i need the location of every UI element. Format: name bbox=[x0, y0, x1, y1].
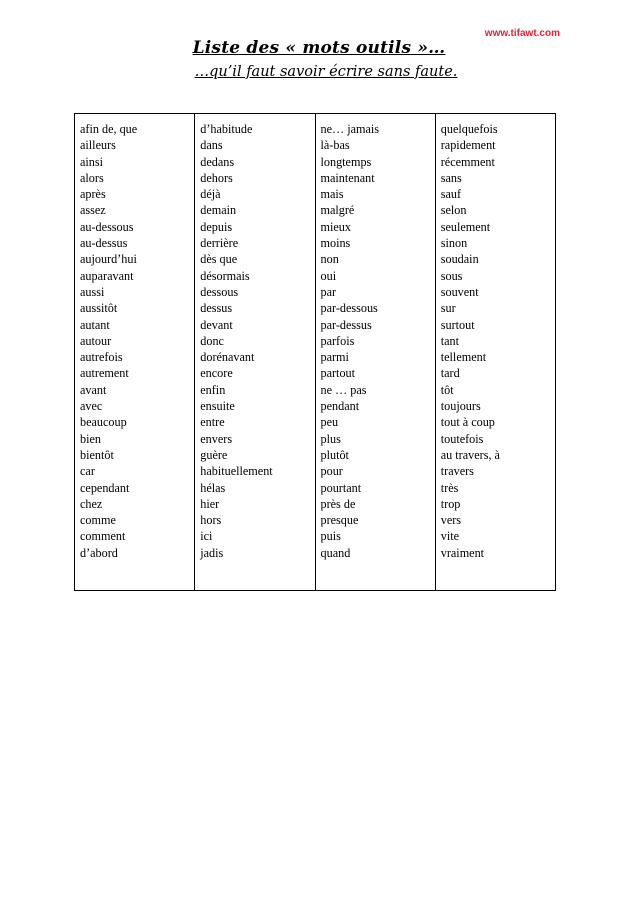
word-item: tellement bbox=[440, 350, 487, 365]
word-item: sans bbox=[440, 170, 462, 185]
word-item: par-dessous bbox=[320, 301, 378, 316]
word-item: cependant bbox=[80, 480, 130, 495]
word-item: par-dessus bbox=[320, 317, 372, 332]
word-item: beaucoup bbox=[80, 415, 127, 430]
word-item: toutefois bbox=[440, 431, 484, 446]
word-item: partout bbox=[320, 366, 356, 381]
word-item: désormais bbox=[200, 268, 250, 283]
word-item: demain bbox=[200, 203, 237, 218]
word-item: habituellement bbox=[200, 464, 273, 479]
word-item: là-bas bbox=[320, 138, 350, 153]
word-item: d’habitude bbox=[200, 122, 253, 136]
word-item: parmi bbox=[320, 350, 349, 365]
word-item: puis bbox=[320, 529, 341, 544]
word-item: avec bbox=[80, 399, 103, 414]
word-item: rapidement bbox=[440, 138, 496, 153]
word-item: autrefois bbox=[80, 350, 123, 365]
word-item: chez bbox=[80, 496, 103, 511]
word-item: sous bbox=[440, 268, 463, 283]
word-item: longtemps bbox=[320, 154, 372, 169]
table-row bbox=[75, 114, 556, 591]
word-item: vers bbox=[440, 513, 462, 528]
word-table bbox=[74, 113, 556, 591]
word-item: selon bbox=[440, 203, 467, 218]
word-item: par bbox=[320, 284, 337, 299]
word-item: assez bbox=[80, 203, 106, 218]
word-item: presque bbox=[320, 513, 359, 528]
word-item: bientôt bbox=[80, 447, 114, 462]
word-item: donc bbox=[200, 333, 224, 348]
word-item: bien bbox=[80, 431, 101, 446]
word-item: envers bbox=[200, 431, 233, 446]
word-item: près de bbox=[320, 496, 356, 511]
word-item: devant bbox=[200, 317, 233, 332]
word-item: hors bbox=[200, 513, 222, 528]
word-item: moins bbox=[320, 236, 351, 251]
word-item: tout à coup bbox=[440, 415, 495, 430]
word-item: non bbox=[320, 252, 339, 267]
word-item: très bbox=[440, 480, 459, 495]
word-item: tôt bbox=[440, 382, 454, 397]
word-item: depuis bbox=[200, 219, 233, 234]
word-item: entre bbox=[200, 415, 225, 430]
word-item: récemment bbox=[440, 154, 495, 169]
word-item: ailleurs bbox=[80, 138, 116, 153]
word-item: trop bbox=[440, 496, 461, 511]
word-column-2 bbox=[195, 114, 315, 591]
word-item: déjà bbox=[200, 187, 221, 202]
word-item: ensuite bbox=[200, 399, 235, 414]
word-item: dessus bbox=[200, 301, 233, 316]
word-item: auparavant bbox=[80, 268, 134, 283]
word-item: autrement bbox=[80, 366, 129, 381]
word-item: pourtant bbox=[320, 480, 362, 495]
word-item: ne … pas bbox=[320, 382, 367, 397]
word-item: au-dessus bbox=[80, 236, 128, 251]
word-item: soudain bbox=[440, 252, 479, 267]
word-column-4 bbox=[435, 114, 555, 591]
site-watermark: www.tifawt.com bbox=[484, 28, 560, 39]
word-item: sur bbox=[440, 301, 456, 316]
word-item: travers bbox=[440, 464, 474, 479]
page-subtitle: …qu’il faut savoir écrire sans faute. bbox=[194, 64, 458, 80]
word-item: ici bbox=[200, 529, 213, 544]
word-item: hélas bbox=[200, 480, 226, 495]
word-item: peu bbox=[320, 415, 339, 430]
word-item: parfois bbox=[320, 333, 355, 348]
word-item: dehors bbox=[200, 170, 233, 185]
word-item: quelquefois bbox=[440, 122, 498, 136]
word-item: toujours bbox=[440, 399, 481, 414]
word-item: oui bbox=[320, 268, 337, 283]
word-item: après bbox=[80, 187, 106, 202]
word-item: ainsi bbox=[80, 154, 104, 169]
word-item: au-dessous bbox=[80, 219, 134, 234]
word-item: quand bbox=[320, 545, 351, 560]
word-item: mieux bbox=[320, 219, 351, 234]
page-title: Liste des « mots outils »… bbox=[192, 38, 446, 58]
word-item: maintenant bbox=[320, 170, 375, 185]
word-item: au travers, à bbox=[440, 447, 500, 462]
word-item: avant bbox=[80, 382, 107, 397]
word-item: plutôt bbox=[320, 447, 349, 462]
word-item: sauf bbox=[440, 187, 462, 202]
word-item: dessous bbox=[200, 284, 239, 299]
word-item: dorénavant bbox=[200, 350, 255, 365]
word-item: ne… jamais bbox=[320, 122, 380, 136]
word-item: aussitôt bbox=[80, 301, 118, 316]
word-item: malgré bbox=[320, 203, 355, 218]
word-item: vraiment bbox=[440, 545, 485, 560]
word-item: autant bbox=[80, 317, 110, 332]
word-item: comment bbox=[80, 529, 126, 544]
word-item: vite bbox=[440, 529, 460, 544]
word-column-3 bbox=[315, 114, 435, 591]
word-item: autour bbox=[80, 333, 112, 348]
word-item: d’abord bbox=[80, 545, 118, 560]
word-item: tard bbox=[440, 366, 460, 381]
word-item: hier bbox=[200, 496, 220, 511]
word-item: aujourd’hui bbox=[80, 252, 137, 267]
word-item: guère bbox=[200, 447, 228, 462]
word-item: derrière bbox=[200, 236, 239, 251]
word-item: dedans bbox=[200, 154, 235, 169]
word-item: sinon bbox=[440, 236, 468, 251]
word-item: dans bbox=[200, 138, 223, 153]
word-item: pendant bbox=[320, 399, 360, 414]
word-item: mais bbox=[320, 187, 344, 202]
word-item: jadis bbox=[200, 545, 224, 560]
word-item: surtout bbox=[440, 317, 475, 332]
word-item: plus bbox=[320, 431, 341, 446]
word-item: alors bbox=[80, 170, 104, 185]
word-item: encore bbox=[200, 366, 233, 381]
word-column-1 bbox=[75, 114, 195, 591]
word-item: enfin bbox=[200, 382, 226, 397]
word-item: tant bbox=[440, 333, 460, 348]
word-item: dès que bbox=[200, 252, 238, 267]
word-item: seulement bbox=[440, 219, 491, 234]
word-item: car bbox=[80, 464, 95, 479]
word-item: souvent bbox=[440, 284, 479, 299]
word-item: afin de, que bbox=[80, 122, 138, 136]
word-item: pour bbox=[320, 464, 343, 479]
word-item: aussi bbox=[80, 284, 105, 299]
word-item: comme bbox=[80, 513, 116, 528]
